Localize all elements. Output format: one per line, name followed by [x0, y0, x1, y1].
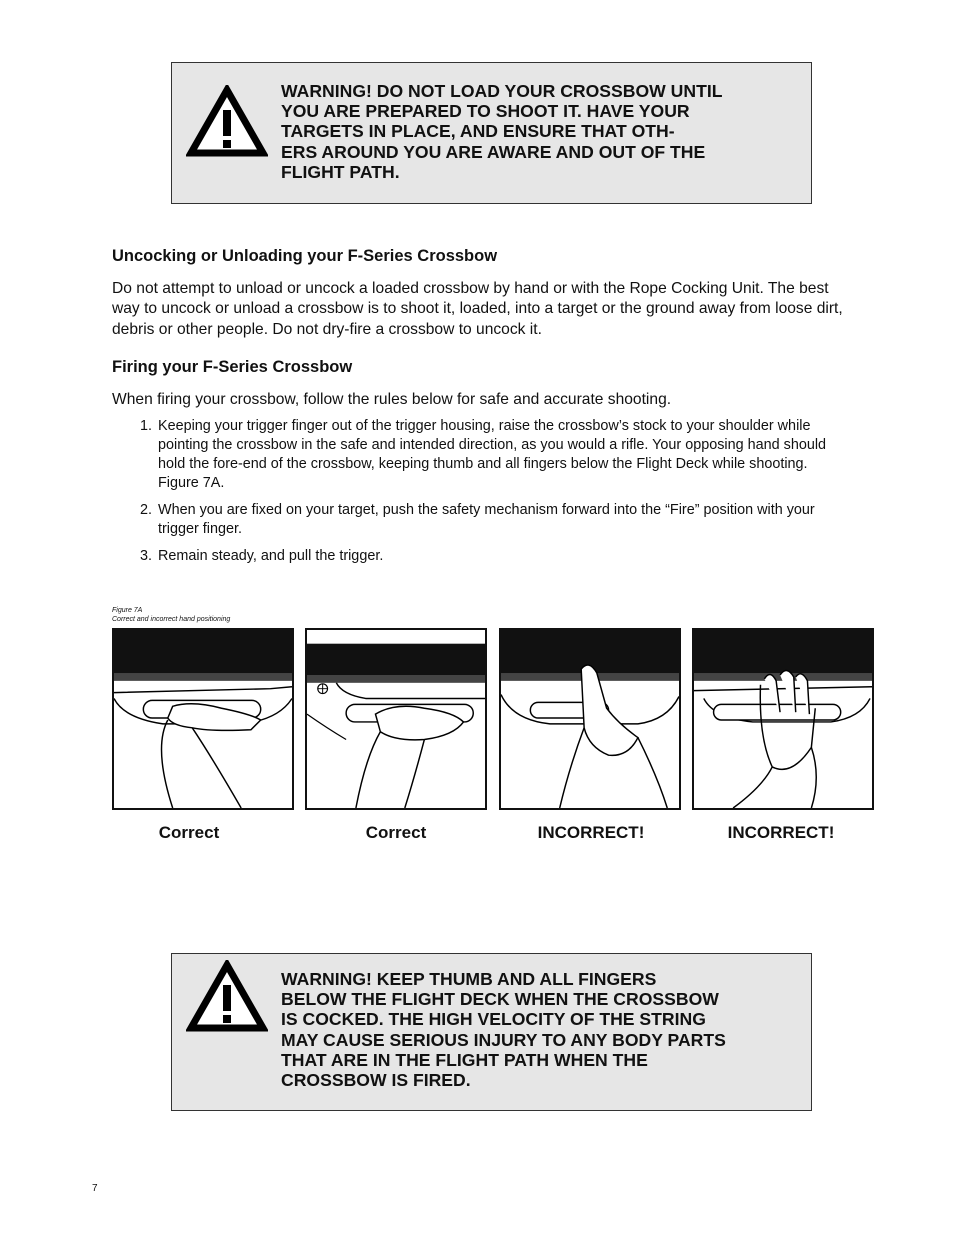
- warning-box-load: [171, 62, 812, 204]
- list-item: 1. Keeping your trigger finger out of the trigger housing, raise the crossbow’s stock to your shoulder while pointing the crossbow in the safe and intended direction, as you would a rifle. Your opposing hand should hold the fore-end of the crossbow, keeping thumb and all fingers below the Flight Deck while shooting. Figure 7A.: [140, 418, 827, 491]
- figure-panel-incorrect-2: [692, 628, 874, 810]
- hand-grip-illustration: [694, 630, 872, 808]
- warning-triangle-icon: [186, 960, 268, 1032]
- list-item: 3. Remain steady, and pull the trigger.: [140, 548, 384, 564]
- figure-panel-incorrect-1: [499, 628, 681, 810]
- hand-grip-illustration: [307, 630, 485, 808]
- warning-text-load: WARNING! DO NOT LOAD YOUR CROSSBOW UNTIL YOU ARE PREPARED TO SHOOT IT. HAVE YOUR TARGETS IN PLACE, AND ENSURE THAT OTH- ERS AROUND YOU ARE AWARE AND OUT OF THE FLIGHT PATH.: [281, 81, 723, 182]
- heading-firing: Firing your F-Series Crossbow: [112, 358, 353, 376]
- label-incorrect-1: INCORRECT!: [537, 823, 645, 842]
- heading-uncocking: Uncocking or Unloading your F-Series Crossbow: [112, 247, 498, 265]
- label-incorrect-2: INCORRECT!: [727, 823, 835, 842]
- label-correct-1: Correct: [158, 823, 220, 842]
- warning-triangle-icon: [186, 85, 268, 157]
- uncocking-paragraph: Do not attempt to unload or uncock a loaded crossbow by hand or with the Rope Cocking Unit. The best way to uncock or unload a crossbow is to shoot it, loaded, into a target or the ground away from loose dirt, debris or other people. Do not dry-fire a crossbow to uncock it.: [112, 280, 843, 338]
- figure-caption: Figure 7A Correct and incorrect hand positioning: [112, 607, 231, 623]
- firing-intro: When firing your crossbow, follow the rules below for safe and accurate shooting.: [112, 391, 672, 408]
- figure-panel-correct-2: [305, 628, 487, 810]
- warning-box-fingers: [171, 953, 812, 1111]
- hand-grip-illustration: [501, 630, 679, 808]
- warning-text-fingers: WARNING! KEEP THUMB AND ALL FINGERS BELOW THE FLIGHT DECK WHEN THE CROSSBOW IS COCKED. THE HIGH VELOCITY OF THE STRING MAY CAUSE SERIOUS INJURY TO ANY BODY PARTS THAT ARE IN THE FLIGHT PATH WHEN THE CROSSBOW IS FIRED.: [281, 969, 726, 1091]
- firing-steps-list: [112, 417, 852, 574]
- list-item: 2. When you are fixed on your target, push the safety mechanism forward into the “Fire” position with your trigger finger.: [140, 502, 815, 537]
- page-number: 7: [92, 1183, 98, 1194]
- hand-grip-illustration: [114, 630, 292, 808]
- label-correct-2: Correct: [365, 823, 427, 842]
- figure-panel-correct-1: [112, 628, 294, 810]
